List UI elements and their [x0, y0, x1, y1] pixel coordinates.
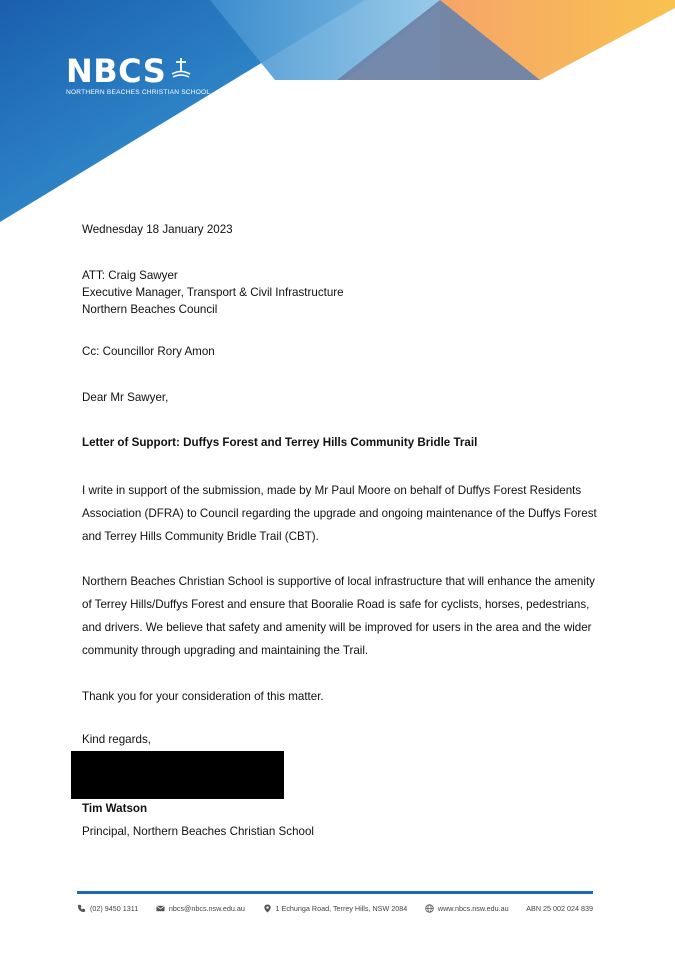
cc-line: Cc: Councillor Rory Amon [82, 345, 215, 358]
salutation: Dear Mr Sawyer, [82, 391, 169, 404]
footer-rule [77, 891, 593, 894]
body-paragraph-3: Thank you for your consideration of this matter. [82, 690, 324, 703]
location-pin-icon [263, 904, 272, 913]
footer-email[interactable]: nbcs@nbcs.nsw.edu.au [156, 904, 245, 913]
signatory-name: Tim Watson [82, 802, 148, 815]
recipient-block [82, 267, 344, 318]
recipient-att: ATT: Craig Sawyer [82, 269, 178, 282]
letter-subject: Letter of Support: Duffys Forest and Terrey Hills Community Bridle Trail [82, 436, 478, 449]
body-paragraph-1: I write in support of the submission, made by Mr Paul Moore on behalf of Duffys Forest Residents Association (DFRA) to Council regarding the upgrade and ongoing maintenance of the Duffys Forest and Terrey Hills Community Bridle Trail (CBT). [82, 484, 597, 543]
signatory-title: Principal, Northern Beaches Christian School [82, 825, 314, 838]
logo-subtitle: NORTHERN BEACHES CHRISTIAN SCHOOL [66, 89, 211, 96]
footer-website[interactable]: www.nbcs.nsw.edu.au [425, 904, 509, 913]
footer-abn: ABN 25 002 024 839 [526, 904, 593, 913]
phone-icon [77, 904, 86, 913]
body-paragraph-2: Northern Beaches Christian School is supportive of local infrastructure that will enhance the amenity of Terrey Hills/Duffys Forest and ensure that Booralie Road is safe for cyclists, horses, pedestrians, and drivers. We believe that safety and amenity will be improved for users in the area and the wider community through upgrading and maintaining the Trail. [82, 575, 595, 657]
school-logo [66, 52, 210, 96]
recipient-org: Northern Beaches Council [82, 303, 218, 316]
footer-contact [77, 904, 593, 913]
envelope-icon [156, 904, 165, 913]
redacted-signature [71, 751, 284, 799]
header-graphic [0, 0, 675, 225]
recipient-title: Executive Manager, Transport & Civil Infrastructure [82, 286, 344, 299]
globe-icon [425, 904, 434, 913]
footer-phone: (02) 9450 1311 [77, 904, 138, 913]
footer-address: 1 Echunga Road, Terrey Hills, NSW 2084 [263, 904, 408, 913]
letter-date: Wednesday 18 January 2023 [82, 223, 233, 236]
cross-icon [170, 52, 192, 84]
logo-text: NBCS [66, 52, 167, 90]
closing: Kind regards, [82, 733, 151, 746]
